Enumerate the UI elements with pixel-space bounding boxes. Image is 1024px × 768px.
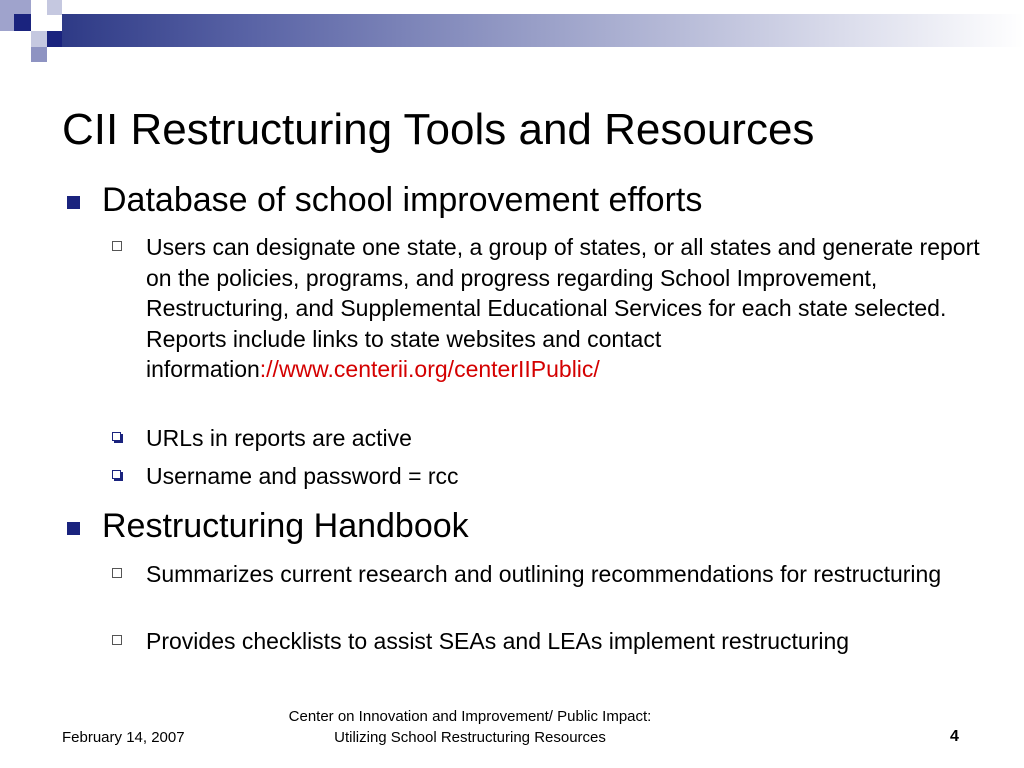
section-heading-text: Database of school improvement efforts [102, 181, 703, 219]
hollow-square-bullet-icon [112, 241, 122, 251]
decor-square [14, 14, 31, 31]
shadow-square-bullet-icon [112, 432, 121, 441]
list-item [112, 461, 992, 492]
square-bullet-icon [67, 196, 80, 209]
decor-square [31, 0, 47, 16]
decor-square [47, 31, 62, 47]
shadow-square-bullet-icon [112, 470, 121, 479]
decor-square [31, 47, 47, 62]
list-item [112, 559, 992, 621]
header-gradient-bar [62, 14, 1024, 47]
list-item [112, 232, 992, 415]
decor-square [47, 0, 62, 15]
footer-caption-line: Center on Innovation and Improvement/ Public Impact: [288, 708, 652, 725]
list-item [112, 626, 992, 688]
square-bullet-icon [67, 522, 80, 535]
decor-square [31, 31, 47, 47]
footer-caption [220, 706, 720, 748]
list-item [112, 423, 992, 454]
section-heading-text: Restructuring Handbook [102, 507, 469, 545]
footer-caption-line: Utilizing School Restructuring Resources [334, 729, 606, 746]
list-item-text: Users can designate one state, a group of states, or all states and generate report on the policies, programs, and progress regarding School Improvement, Restructuring, and Supplemental Educational Services for each state selected. Reports include links to state websites and contact information://www.centerii.org/centerIIPublic/ [146, 234, 980, 382]
list-item-text: Provides checklists to assist SEAs and LEAs implement restructuring [146, 628, 850, 654]
slide-title: CII Restructuring Tools and Resources [62, 105, 815, 154]
hollow-square-bullet-icon [112, 635, 122, 645]
centerii-link[interactable]: ://www.centerii.org/centerIIPublic/ [259, 356, 600, 382]
header-decoration [0, 0, 1024, 62]
footer-date: February 14, 2007 [62, 729, 185, 746]
list-item-text: Summarizes current research and outlining recommendations for restructuring [146, 561, 942, 587]
list-item-text: URLs in reports are active [146, 425, 412, 451]
list-item-text: Username and password = rcc [146, 463, 459, 489]
page-number: 4 [950, 728, 959, 745]
hollow-square-bullet-icon [112, 568, 122, 578]
